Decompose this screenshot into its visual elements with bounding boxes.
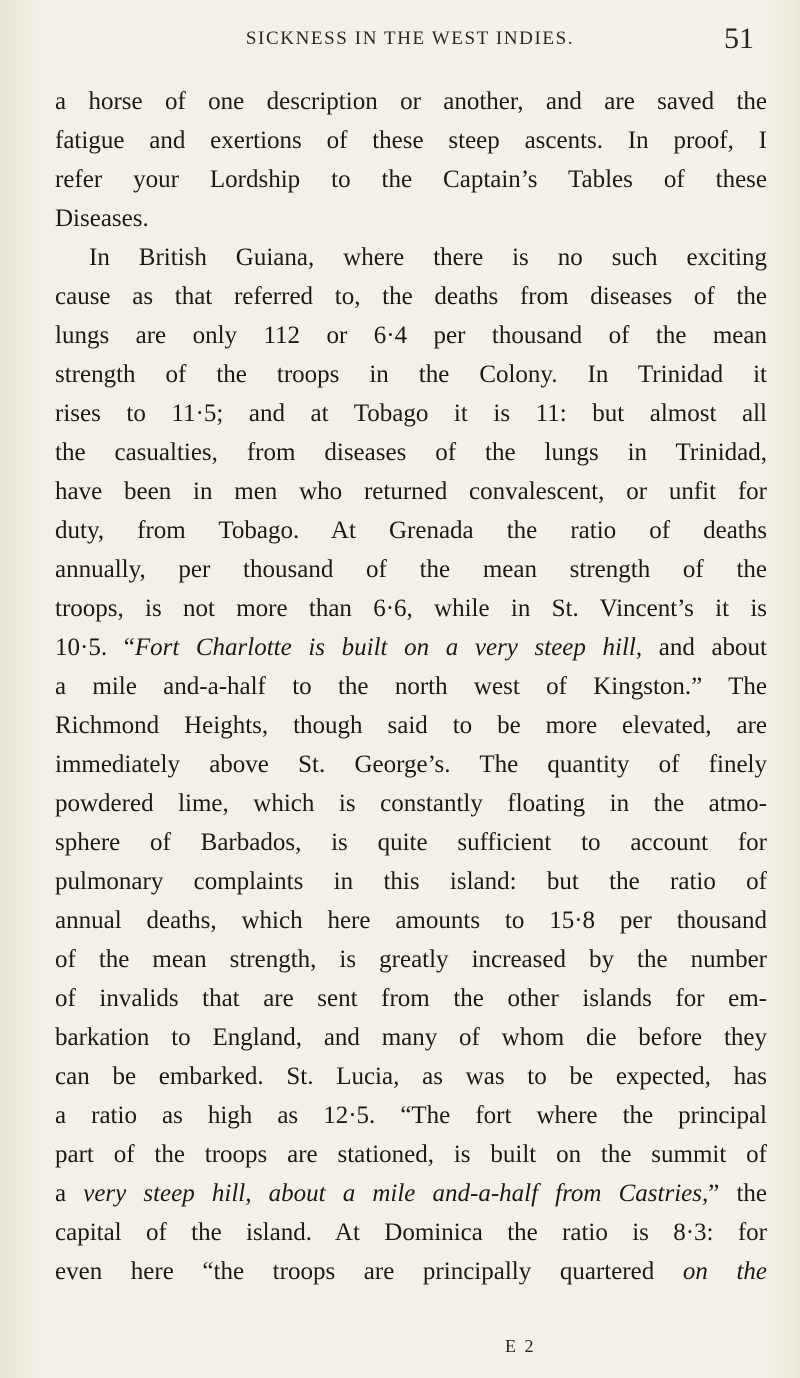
text-line: fatigue and exertions of these steep ascents. In proof, I	[55, 127, 767, 154]
text-line: Richmond Heights, though said to be more elevated, are	[55, 712, 767, 739]
text-line: the casualties, from diseases of the lungs in Trinidad,	[55, 439, 767, 466]
text-line: In British Guiana, where there is no such exciting	[89, 244, 767, 271]
text-run: a	[55, 1180, 84, 1207]
text-line: pulmonary complaints in this island: but the ratio of	[55, 868, 767, 895]
text-line: duty, from Tobago. At Grenada the ratio of deaths	[55, 517, 767, 544]
text-run: 10·5. “	[55, 634, 135, 661]
text-line: strength of the troops in the Colony. In Trinidad it	[55, 361, 767, 388]
text-run: even here “the troops are principally quartered	[55, 1258, 683, 1285]
text-line: capital of the island. At Dominica the ratio is 8·3: for	[55, 1219, 767, 1246]
italic-quote: Fort Charlotte is built on a very steep hill,	[134, 634, 643, 661]
italic-quote: on the	[682, 1258, 767, 1285]
text-line: rises to 11·5; and at Tobago it is 11: but almost all	[55, 400, 767, 427]
text-line: immediately above St. George’s. The quantity of finely	[55, 751, 767, 778]
text-line	[55, 1252, 767, 1291]
text-line: annual deaths, which here amounts to 15·8 per thousand	[55, 907, 767, 934]
text-line: powdered lime, which is constantly floating in the atmo-	[55, 790, 767, 817]
text-line: of the mean strength, is greatly increased by the number	[55, 946, 767, 973]
text-run: ” the	[708, 1180, 767, 1207]
page-number: 51	[724, 22, 754, 55]
text-line: a ratio as high as 12·5. “The fort where the principal	[55, 1102, 767, 1129]
text-line: Diseases.	[55, 205, 149, 232]
running-head: SICKNESS IN THE WEST INDIES.	[245, 28, 575, 49]
text-line: of invalids that are sent from the other islands for em-	[55, 985, 767, 1012]
text-line	[55, 1174, 767, 1213]
text-line	[55, 628, 767, 667]
body-text	[55, 82, 767, 1291]
text-line: refer your Lordship to the Captain’s Tables of these	[55, 166, 767, 193]
italic-quote: very steep hill, about a mile and-a-half from Castries,	[83, 1180, 709, 1207]
text-line: a horse of one description or another, and are saved the	[55, 88, 767, 115]
text-line: cause as that referred to, the deaths from diseases of the	[55, 283, 767, 310]
text-line: troops, is not more than 6·6, while in St. Vincent’s it is	[55, 595, 767, 622]
signature-mark: E 2	[505, 1336, 536, 1356]
text-line: sphere of Barbados, is quite sufficient to account for	[55, 829, 767, 856]
page-footer	[505, 1336, 565, 1364]
page-header	[60, 20, 760, 60]
text-run: and about	[642, 634, 768, 661]
text-line: have been in men who returned convalescent, or unfit for	[55, 478, 767, 505]
text-line: annually, per thousand of the mean strength of the	[55, 556, 767, 583]
text-line: barkation to England, and many of whom die before they	[55, 1024, 767, 1051]
text-line: part of the troops are stationed, is built on the summit of	[55, 1141, 767, 1168]
text-line: lungs are only 112 or 6·4 per thousand of the mean	[55, 322, 767, 349]
text-line: can be embarked. St. Lucia, as was to be expected, has	[55, 1063, 767, 1090]
text-line: a mile and-a-half to the north west of Kingston.” The	[55, 673, 767, 700]
